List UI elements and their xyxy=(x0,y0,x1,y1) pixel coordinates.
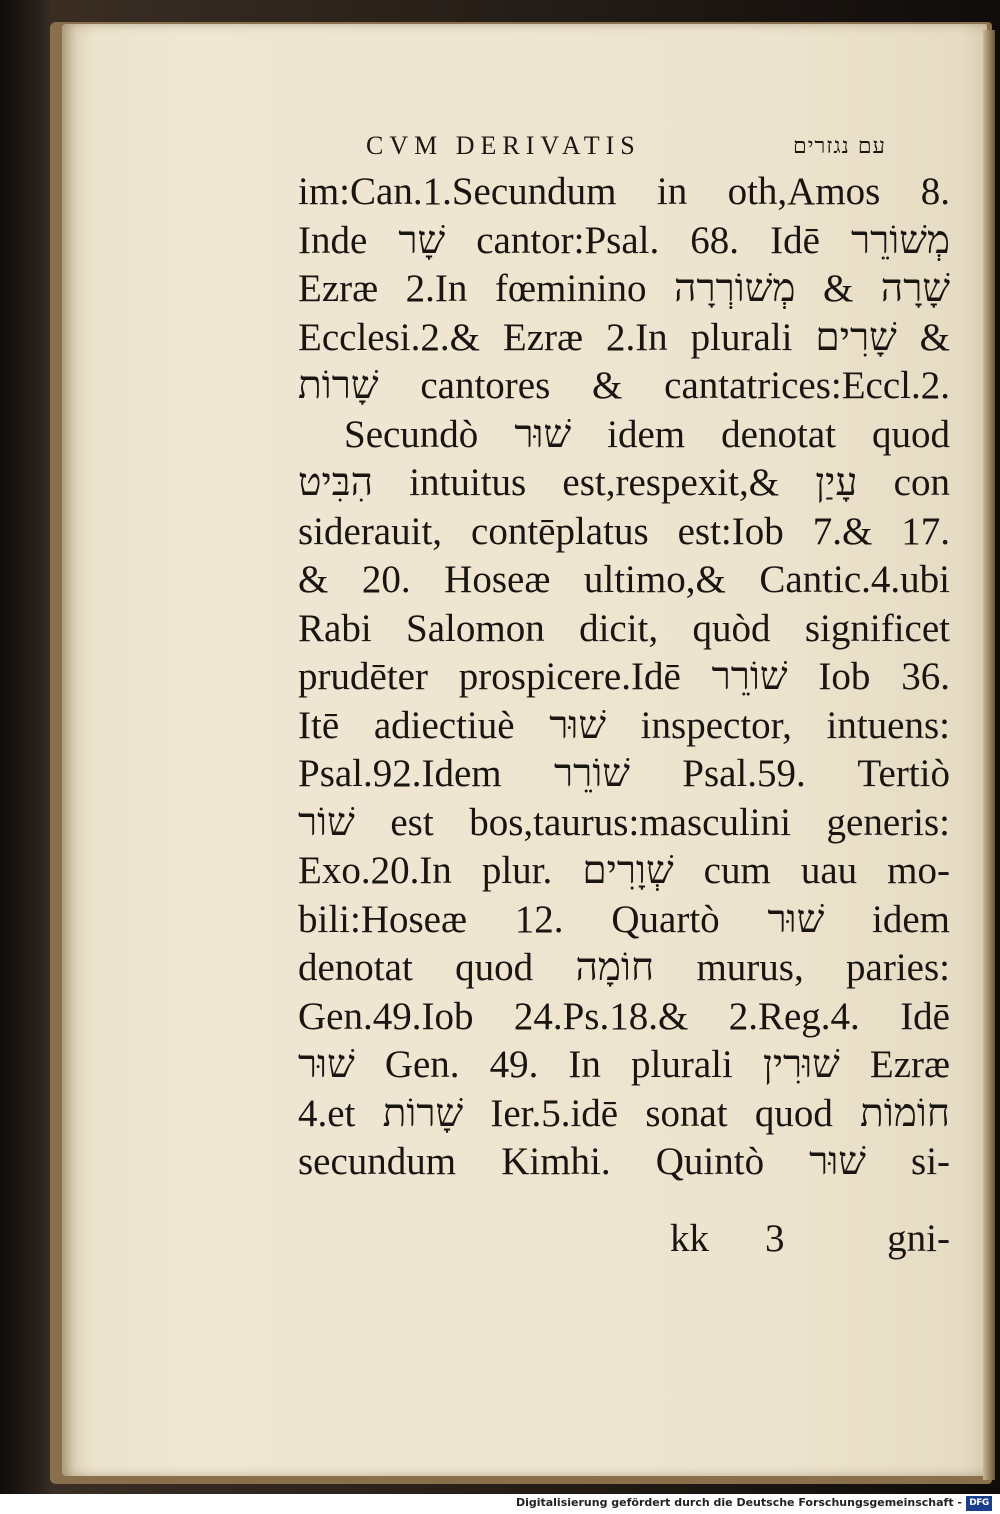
footer-bar xyxy=(0,1494,1000,1514)
body-text xyxy=(298,168,950,1187)
text-line: Inde שָׁר cantor:Psal. 68. Idē מְשׁוֹרֵר xyxy=(298,218,950,262)
text-line: Psal.92.Idem שׁוֹרֵר Psal.59. Tertiò xyxy=(298,752,950,795)
text-line: bili:Hoseæ 12. Quartò שׁוּר idem xyxy=(298,897,950,941)
signature-mark: kk xyxy=(670,1217,709,1260)
text-line: Ecclesi.2.& Ezræ 2.In plurali שָׁרִים & xyxy=(298,315,950,359)
text-line: 4.et שָׁרוֹת Ier.5.idē sonat quod חוֹמוֹת xyxy=(298,1091,950,1135)
text-line: Rabi Salomon dicit, quòd significet xyxy=(298,606,950,650)
text-line: Itē adiectiuè שׁוּר inspector, intuens: xyxy=(298,703,950,747)
running-head-hebrew: עם נגזרים xyxy=(792,134,886,159)
text-line: שָׁרוֹת cantores & cantatrices:Eccl.2. xyxy=(298,364,950,407)
signature-number: 3 xyxy=(765,1217,785,1260)
text-line: שׁוֹר est bos,taurus:masculini generis: xyxy=(298,800,950,844)
text-line: & 20. Hoseæ ultimo,& Cantic.4.ubi xyxy=(298,558,950,601)
text-line: prudēter prospicere.Idē שׁוֹרֵר Iob 36. xyxy=(298,655,950,698)
text-line: Secundò שׁוּר idem denotat quod xyxy=(344,412,950,456)
signature-line xyxy=(670,1216,950,1264)
text-line: שׁוּר Gen. 49. In plurali שׁוּרִין Ezræ xyxy=(298,1043,950,1086)
text-line: Gen.49.Iob 24.Ps.18.& 2.Reg.4. Idē xyxy=(298,994,950,1038)
dfg-logo-icon: DFG xyxy=(966,1496,992,1511)
text-line: Ezræ 2.In fœminino שָׁרָה & מְשׁוֹרְרָה xyxy=(298,267,950,310)
text-line: הִבִּיט intuitus est,respexit,& עָיַן con xyxy=(298,461,950,504)
text-line: Exo.20.In plur. שְׁוָרִים cum uau mo- xyxy=(298,849,950,892)
running-head xyxy=(366,128,886,164)
catchword: gni- xyxy=(887,1217,950,1260)
text-line: secundum Kimhi. Quintò שׁוּר si- xyxy=(298,1140,950,1183)
text-line: denotat quod חוֹמָה murus, paries: xyxy=(298,946,950,989)
page-fore-edge xyxy=(983,30,995,1480)
running-head-latin: CVM DERIVATIS xyxy=(366,131,641,160)
text-line: siderauit, contēplatus est:Iob 7.& 17. xyxy=(298,509,950,553)
footer-credit: Digitalisierung gefördert durch die Deutsche Forschungsgemeinschaft - xyxy=(515,1496,962,1509)
text-line: im:Can.1.Secundum in oth,Amos 8. xyxy=(298,170,950,213)
